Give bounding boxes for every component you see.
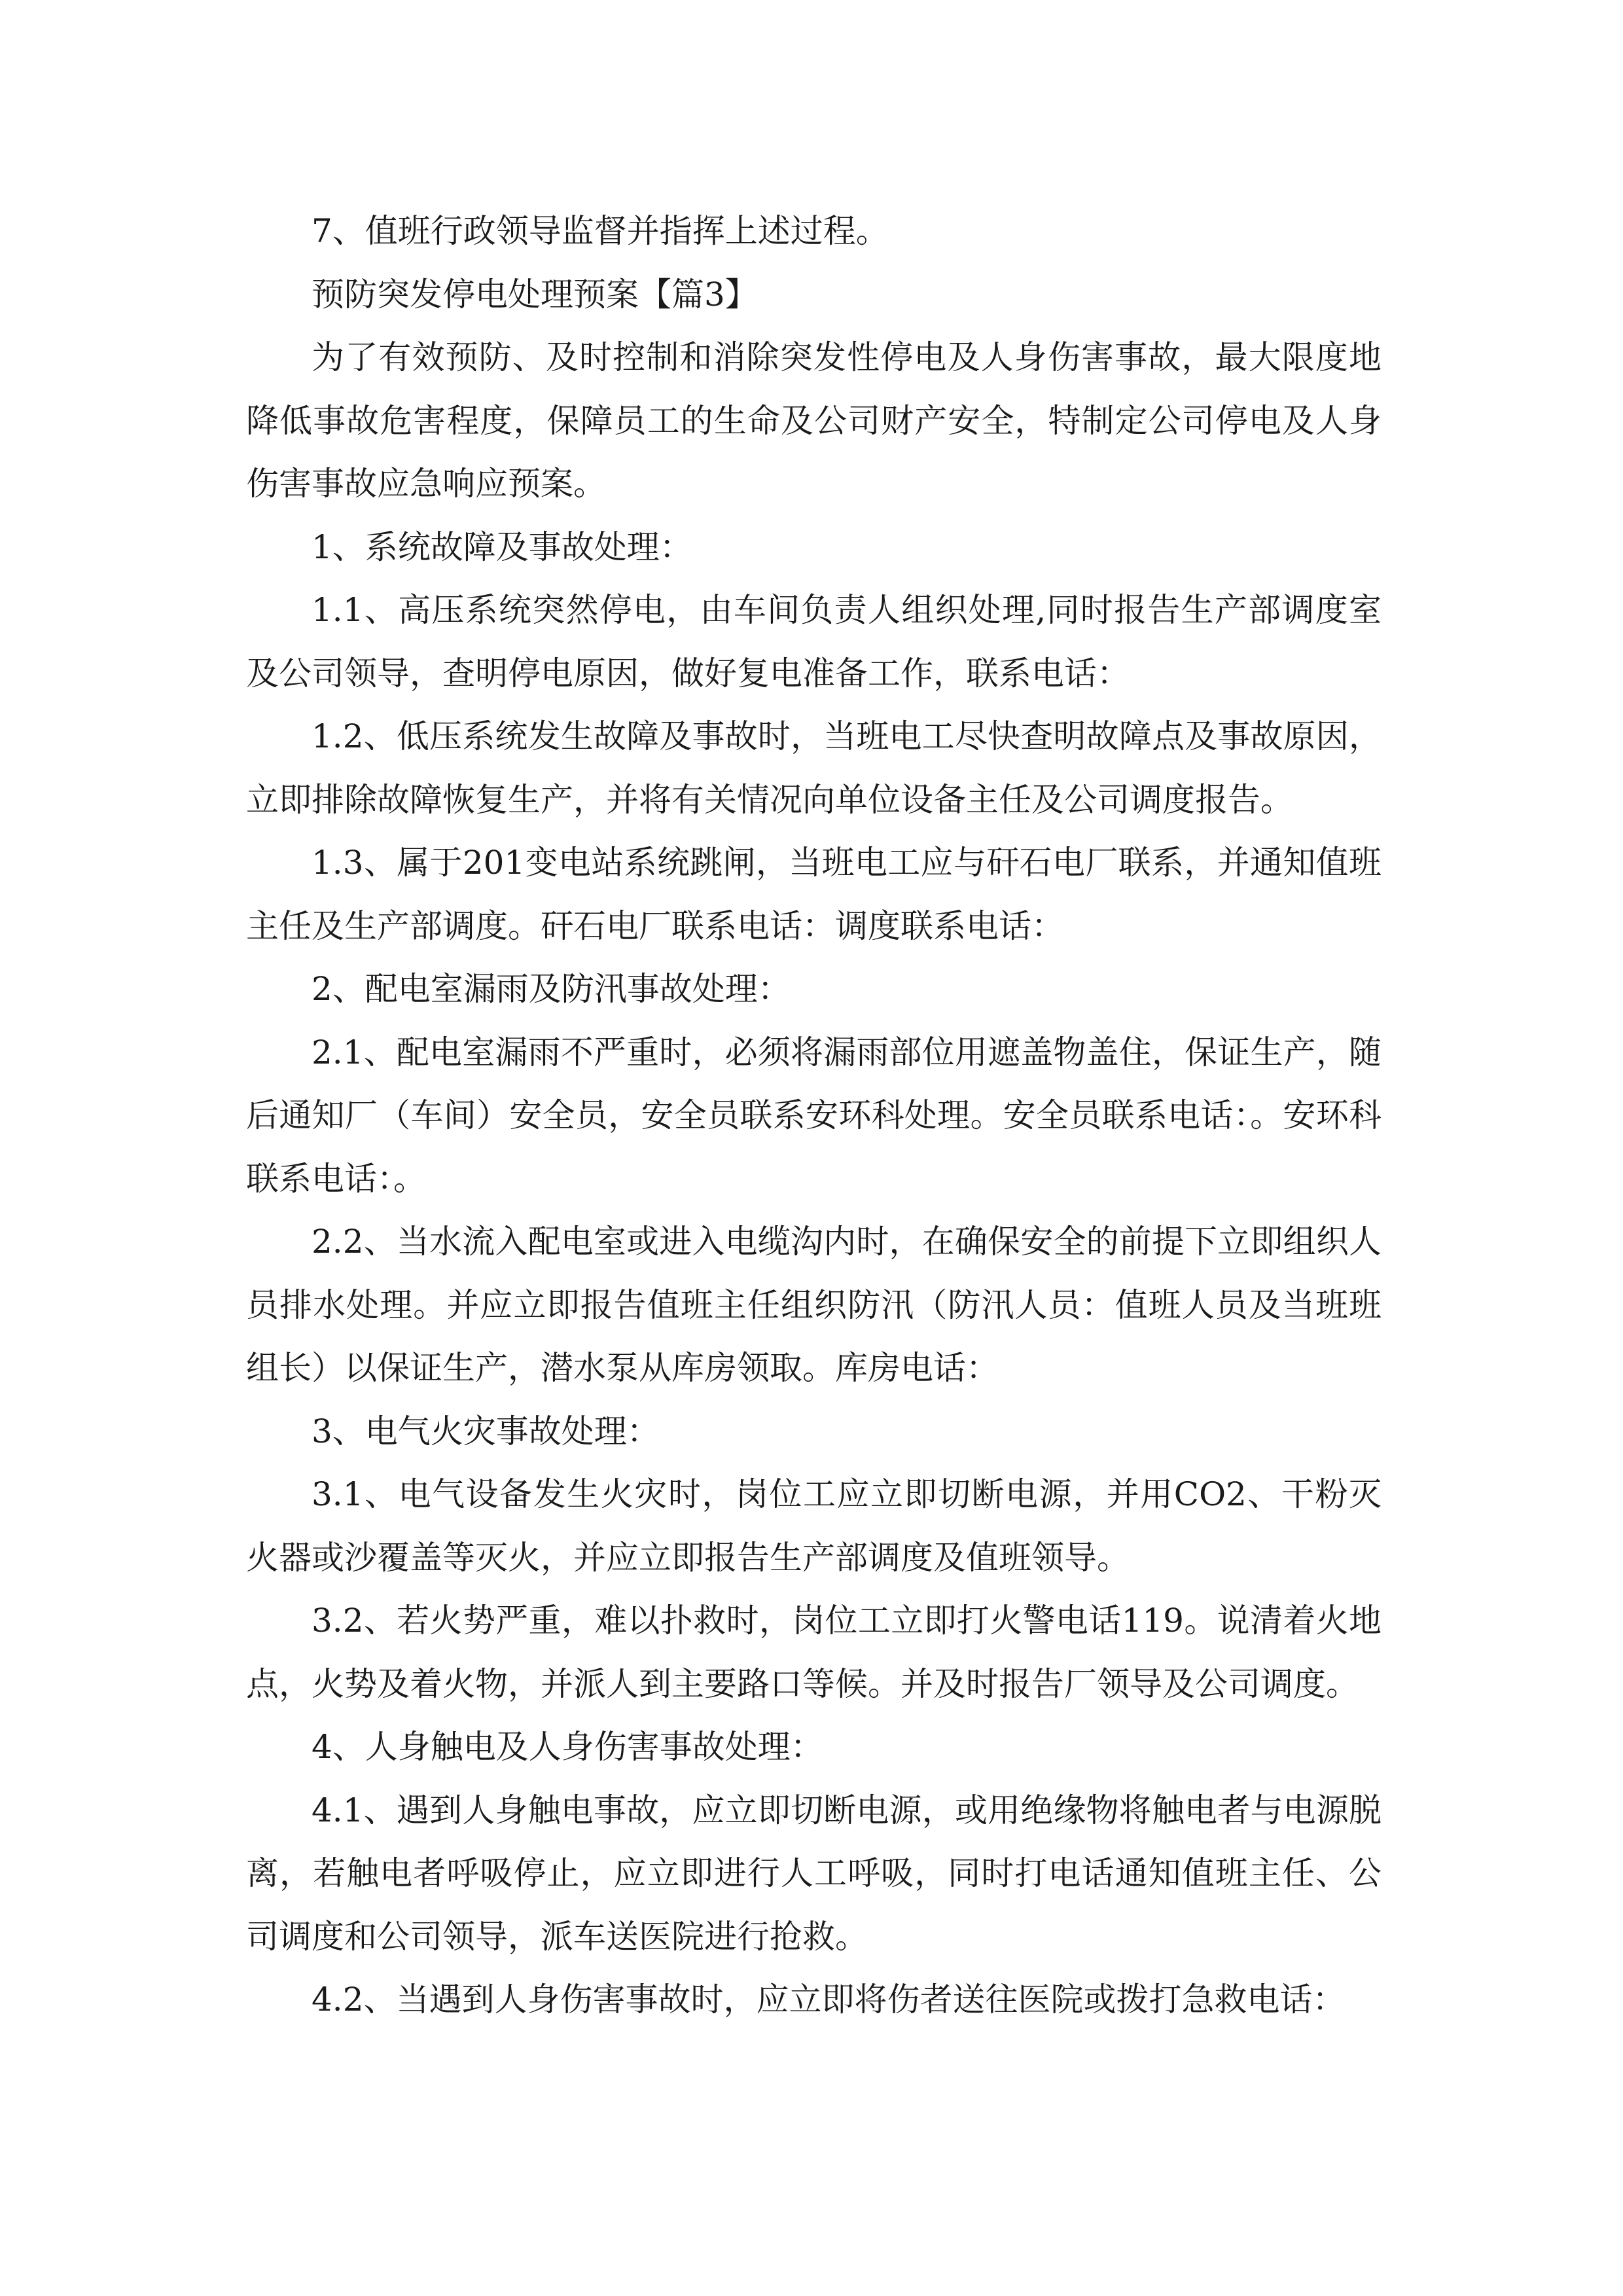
section-heading-1: 1、系统故障及事故处理： [312, 528, 692, 566]
paragraph-introduction: 为了有效预防、及时控制和消除突发性停电及人身伤害事故，最大限度地降低事故危害程度，保障员工的生命及公司财产安全，特制定公司停电及人身伤害事故应急响应预案。 [246, 338, 1382, 503]
paragraph-1-3: 1.3、属于201变电站系统跳闸，当班电工应与矸石电厂联系，并通知值班主任及生产部调度。矸石电厂联系电话：调度联系电话： [246, 844, 1382, 945]
paragraph-1-2: 1.2、低压系统发生故障及事故时，当班电工尽快查明故障点及事故原因，立即排除故障恢复生产，并将有关情况向单位设备主任及公司调度报告。 [246, 717, 1382, 819]
paragraph-4-2: 4.2、当遇到人身伤害事故时，应立即将伤者送往医院或拨打急救电话： [312, 1981, 1346, 2018]
section-heading-3: 3、电气火灾事故处理： [312, 1412, 660, 1450]
paragraph-1-1: 1.1、高压系统突然停电，由车间负责人组织处理,同时报告生产部调度室及公司领导，查明停电原因，做好复电准备工作，联系电话： [246, 591, 1382, 692]
section-heading-plan-3: 预防突发停电处理预案【篇3】 [312, 275, 758, 314]
section-heading-4: 4、人身触电及人身伤害事故处理： [312, 1728, 823, 1766]
paragraph-step-7: 7、值班行政领导监督并指挥上述过程。 [312, 212, 889, 250]
document-body [246, 200, 1382, 2032]
paragraph-4-1: 4.1、遇到人身触电事故，应立即切断电源，或用绝缘物将触电者与电源脱离，若触电者呼吸停止，应立即进行人工呼吸，同时打电话通知值班主任、公司调度和公司领导，派车送医院进行抢救。 [246, 1791, 1382, 1956]
paragraph-2-2: 2.2、当水流入配电室或进入电缆沟内时，在确保安全的前提下立即组织人员排水处理。并应立即报告值班主任组织防汛（防汛人员：值班人员及当班班组长）以保证生产，潜水泵从库房领取。库房电话： [246, 1223, 1382, 1387]
section-heading-2: 2、配电室漏雨及防汛事故处理： [312, 970, 791, 1008]
paragraph-2-1: 2.1、配电室漏雨不严重时，必须将漏雨部位用遮盖物盖住，保证生产，随后通知厂（车间）安全员，安全员联系安环科处理。安全员联系电话：。安环科联系电话：。 [246, 1033, 1382, 1198]
paragraph-3-1: 3.1、电气设备发生火灾时，岗位工应立即切断电源，并用CO2、干粉灭火器或沙覆盖等灭火，并应立即报告生产部调度及值班领导。 [246, 1475, 1382, 1577]
paragraph-3-2: 3.2、若火势严重，难以扑救时，岗位工立即打火警电话119。说清着火地点，火势及着火物，并派人到主要路口等候。并及时报告厂领导及公司调度。 [246, 1602, 1382, 1703]
